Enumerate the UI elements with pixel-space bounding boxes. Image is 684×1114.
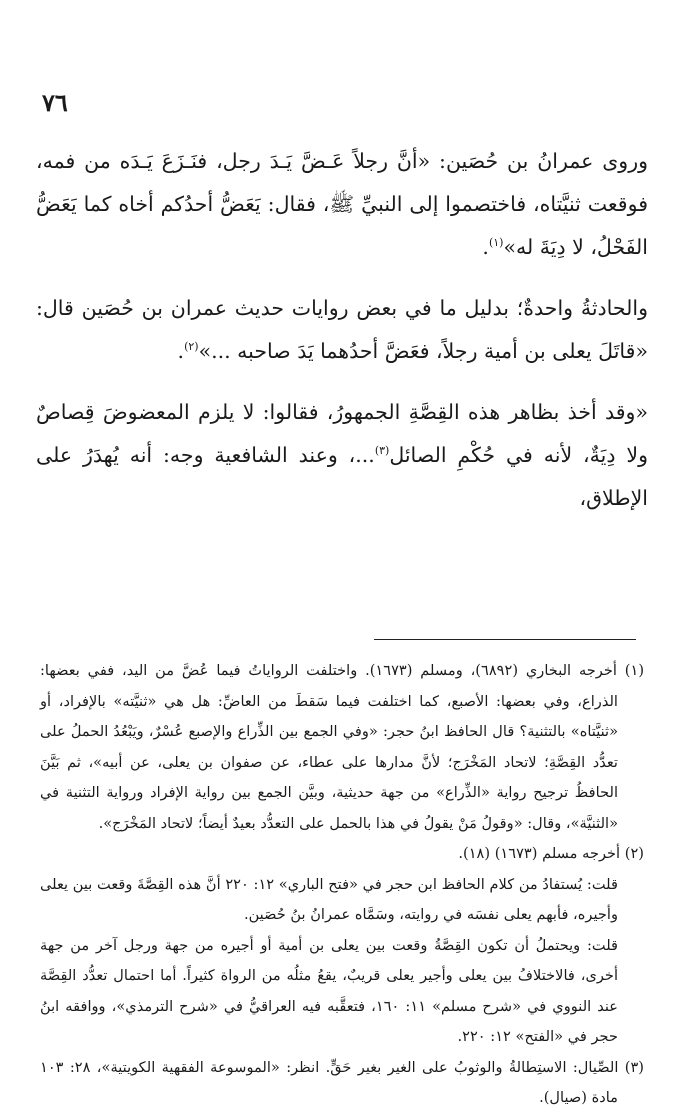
footnote-2-number: (٢) xyxy=(624,845,644,862)
main-paragraph-1: وروى عمرانُ بن حُصَين: «أنَّ رجلاً عَـضَّ يَـدَ رجل، فنَـزَعَ يَـدَه من فمه، فوقعت ثنيَّتاه، فاختصموا إلى النبيِّ ﷺ، فقال: يَعَضُّ أحدُكم أخاه كما يَعَضُّ الفَحْلُ، لا دِيَةَ له»$^{(١)}$. xyxy=(36,149,648,259)
footnote-3-number: (٣) xyxy=(624,1058,644,1076)
footnote-2 xyxy=(40,839,644,870)
main-text xyxy=(36,140,648,538)
footnote-separator xyxy=(374,639,636,640)
footnote-ref-2[interactable]: (٢) xyxy=(184,340,199,354)
footnote-1-text: أخرجه البخاري (٦٨٩٢)، ومسلم (١٦٧٣). واختلفت الرواياتُ فيما عُضَّ من اليد، ففي بعضها: الذراع، وفي بعضها: الأصبع، كما اختلفت فيما سَقطَ من العاضِّ: هل هي «ثنيَّته» بالإفراد، أو «ثنيَّتاه» بالتثنية؟ قال الحافظ ابنُ حجر: «وفي الجمع بين الذِّراع والإصبع عُسْرٌ، ويَبْعُدُ الحملُ على تعدُّد القِصَّةِ؛ لاتحاد المَخْرَج؛ لأنَّ مدارها على عطاء، عن صفوان بن يعلى، عن أبيه»، ثم بَيَّنَ الحافظُ ترجيح رواية «الذِّراع» من جهة حديثية، وبيَّن الجمع بين رواية الإفراد ورواية التثنية في «الثنيَّة»، وقال: «وقولُ مَنْ يقولُ في هذا بالحمل على التعدُّد بعيدٌ أيضاً؛ لاتحاد المَخْرَج». xyxy=(40,662,618,832)
footnote-2-text: أخرجه مسلم (١٦٧٣) (١٨). xyxy=(458,845,621,862)
page-number: ٧٦ xyxy=(42,88,68,117)
footnote-3-text: الصِّيال: الاستِطالةُ والوثوبُ على الغير بغير حَقٍّ. انظر: «الموسوعة الفقهية الكويتية»، ٢٨: ١٠٣ مادة (صيال). xyxy=(40,1058,619,1106)
main-paragraph-3-tail: ...، وعند الشافعية وجه: أنه يُهدَرُ على الإطلاق، xyxy=(36,443,648,510)
footnotes xyxy=(40,656,644,1114)
main-paragraph-1-text: وروى عمرانُ بن حُصَين: «أنَّ رجلاً عَـضَّ يَـدَ رجل، فنَـزَعَ يَـدَه من فمه، فوقعت ثنيَّتاه، فاختصموا إلى النبيِّ ﷺ، فقال: يَعَضُّ أحدُكم أخاه كما يَعَضُّ الفَحْلُ، لا دِيَةَ له» xyxy=(36,149,648,259)
footnote-ref-1[interactable]: (١) xyxy=(488,236,504,250)
footnote-1-number: (١) xyxy=(624,662,645,679)
main-paragraph-3-text: «وقد أخذ بظاهر هذه القِصَّةِ الجمهورُ، فقالوا: لا يلزم المعضوضَ قِصاصٌ ولا دِيَةٌ، لأنه في حُكْمِ الصائل xyxy=(36,400,648,467)
footnote-3 xyxy=(40,1053,644,1114)
main-paragraph-2-text: والحادثةُ واحدةٌ؛ بدليل ما في بعض روايات حديث عمران بن حُصَين قال: «قاتَلَ يعلى بن أمية رجلاً، فعَضَّ أحدُهما يَدَ صاحبه ...» xyxy=(36,296,648,363)
footnote-2-note-2: قلت: ويحتملُ أن تكون القِصَّةُ وقعت بين يعلى بن أمية أو أجيره من جهة ورجل آخر من جهة أخرى، فالاختلافُ بين يعلى وأجير يعلى قريبٌ، يقعُ مثلُه من الرواة كثيراً. أما احتمال تعدُّد القِصَّة عند النووي في «شرح مسلم» ١١: ١٦٠، فتعقَّبه فيه العراقيُّ في «شرح الترمذي»، ووافقه ابنُ حجر في «الفتح» ١٢: ٢٢٠. xyxy=(40,936,619,1045)
footnote-ref-3[interactable]: (٣) xyxy=(374,444,390,458)
main-paragraph-3 xyxy=(36,391,648,520)
main-paragraph-2: والحادثةُ واحدةٌ؛ بدليل ما في بعض روايات حديث عمران بن حُصَين قال: «قاتَلَ يعلى بن أمية رجلاً، فعَضَّ أحدُهما يَدَ صاحبه ...»$^{(٢)}$. xyxy=(36,296,648,363)
footnote-1 xyxy=(40,656,644,839)
footnote-2-note-1: قلت: يُستفادُ من كلام الحافظ ابن حجر في «فتح الباري» ١٢: ٢٢٠ أنَّ هذه القِصَّةَ وقعت بين يعلى وأجيره، فأبهم يعلى نفسَه في روايته، وسَمَّاه عمرانُ بنُ حُصَين. xyxy=(40,875,618,923)
